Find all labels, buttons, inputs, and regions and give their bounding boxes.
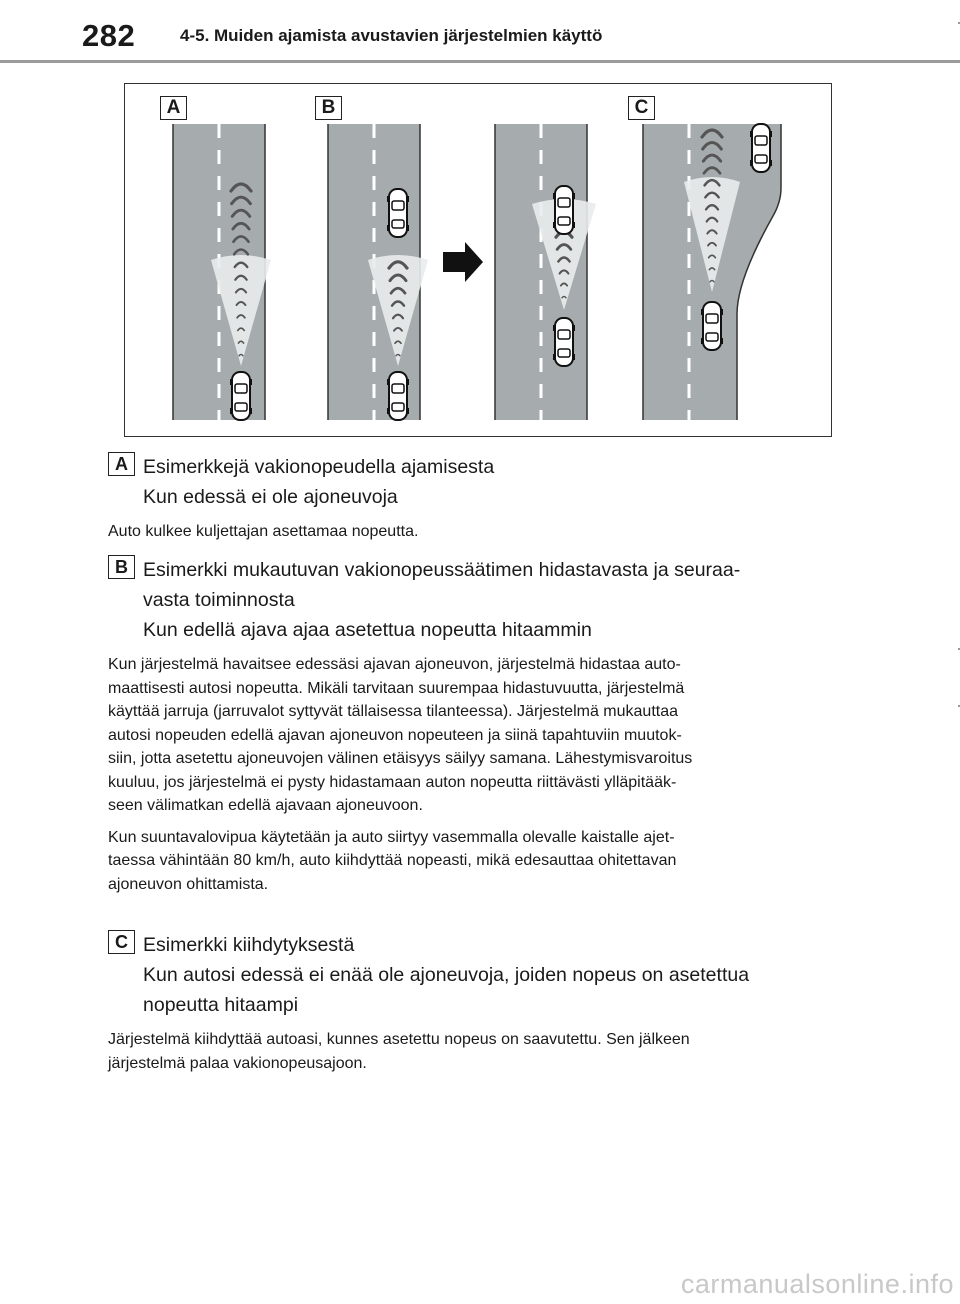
page-header: [0, 0, 960, 62]
heading-line: vasta toiminnosta: [143, 589, 295, 611]
car-icon: [230, 372, 252, 420]
car-wheel: [230, 408, 233, 414]
car-wheel: [230, 379, 233, 385]
car-wheel: [572, 354, 575, 360]
paragraph: Järjestelmä kiihdyttää autoasi, kunnes asetettu nopeus on saavutettu. Sen jälkeen järjestelmä palaa vakionopeusajoon.: [108, 1031, 690, 1072]
section-tag-c: C: [108, 930, 135, 954]
section-a-body: [108, 520, 848, 544]
car-wheel: [701, 338, 704, 344]
car-wheel: [406, 196, 409, 202]
car-body: [232, 372, 250, 420]
car-wheel: [701, 309, 704, 315]
car-wheel: [750, 160, 753, 166]
car-wheel: [720, 309, 723, 315]
paragraph: Kun suuntavalovipua käytetään ja auto siirtyy vasemmalla olevalle kaistalle ajet- taessa vähintään 80 km/h, auto kiihdyttää nopeasti, mikä edesauttaa ohitettavan ajoneuvon ohittamista.: [108, 828, 677, 893]
car-body: [555, 318, 573, 366]
car-body: [752, 124, 770, 172]
car-wheel: [387, 225, 390, 231]
car-wheel: [572, 325, 575, 331]
heading-line: Kun autosi edessä ei enää ole ajoneuvoja, joiden nopeus on asetettua: [143, 964, 750, 986]
heading-line: Esimerkki kiihdytyksestä: [143, 934, 355, 956]
illustration-canvas: [125, 84, 833, 438]
paragraph: Auto kulkee kuljettajan asettamaa nopeutta.: [108, 523, 419, 540]
car-wheel: [572, 193, 575, 199]
car-wheel: [406, 225, 409, 231]
section-b-heading: [108, 555, 848, 645]
car-icon: [701, 302, 723, 350]
heading-line: Esimerkkejä vakionopeudella ajamisesta: [143, 456, 495, 478]
car-wheel: [750, 131, 753, 137]
car-wheel: [249, 408, 252, 414]
car-wheel: [553, 193, 556, 199]
header-divider: [0, 60, 960, 63]
car-wheel: [406, 408, 409, 414]
car-body: [389, 372, 407, 420]
car-wheel: [387, 196, 390, 202]
car-body: [703, 302, 721, 350]
watermark: carmanualsonline.info: [680, 1269, 954, 1299]
heading-line: Esimerkki mukautuvan vakionopeussäätimen hidastavasta ja seuraa-: [143, 559, 741, 581]
arrow-right-icon: [443, 242, 483, 282]
section-a-heading: [108, 452, 848, 512]
section-a: [108, 452, 848, 552]
car-body: [555, 186, 573, 234]
figure-label-c: C: [628, 96, 655, 120]
section-b: [108, 555, 848, 904]
car-wheel: [720, 338, 723, 344]
heading-line: Kun edellä ajava ajaa asetettua nopeutta hitaammin: [143, 619, 592, 641]
car-wheel: [553, 222, 556, 228]
car-wheel: [553, 354, 556, 360]
section-c-heading: [108, 930, 848, 1020]
figure-label-a: A: [160, 96, 187, 120]
car-wheel: [769, 131, 772, 137]
section-title: 4-5. Muiden ajamista avustavien järjestelmien käyttö: [180, 26, 603, 45]
car-wheel: [249, 379, 252, 385]
heading-line: nopeutta hitaampi: [143, 994, 299, 1016]
section-tag-b: B: [108, 555, 135, 579]
heading-line: Kun edessä ei ole ajoneuvoja: [143, 486, 398, 508]
car-body: [389, 189, 407, 237]
car-wheel: [406, 379, 409, 385]
car-wheel: [387, 379, 390, 385]
car-wheel: [387, 408, 390, 414]
section-c: [108, 930, 848, 1083]
car-icon: [553, 186, 575, 234]
figure-label-b: B: [315, 96, 342, 120]
car-wheel: [572, 222, 575, 228]
car-icon: [387, 372, 409, 420]
acc-illustration: [124, 83, 832, 437]
page-number: 282: [82, 18, 136, 53]
car-icon: [387, 189, 409, 237]
paragraph: Kun järjestelmä havaitsee edessäsi ajavan ajoneuvon, järjestelmä hidastaa auto- maattisesti autosi nopeutta. Mikäli tarvitaan suurempaa hidastuvuutta, järjestelmä käyttää jarruja (jarruvalot syttyvät tällaisessa tilanteessa). Järjestelmä mukauttaa autosi nopeuden edellä ajavan ajoneuvon nopeuteen ja siinä tapahtuviin muutok- siin, jotta asetettu ajoneuvojen välinen etäisyys säilyy samana. Lähestymisvaroitus kuuluu, jos järjestelmä ei pysty hidastamaan auton nopeutta riittävästi ylläpitääk- seen välimatkan edellä ajavaan ajoneuvoon.: [108, 656, 693, 814]
section-tag-a: A: [108, 452, 135, 476]
car-wheel: [553, 325, 556, 331]
car-icon: [553, 318, 575, 366]
section-c-body: [108, 1028, 848, 1075]
section-b-body: [108, 653, 848, 896]
car-icon: [750, 124, 772, 172]
car-wheel: [769, 160, 772, 166]
